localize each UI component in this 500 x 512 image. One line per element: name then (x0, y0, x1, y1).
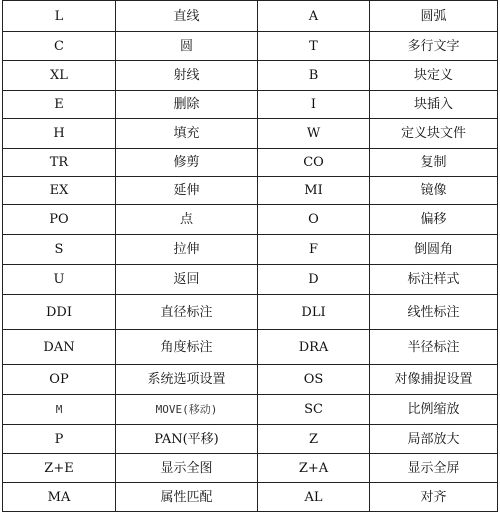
command-name-cell: 修剪 (116, 149, 258, 177)
command-name-cell: 属性匹配 (116, 483, 258, 512)
shortcut-command-cell: AL (258, 483, 370, 512)
shortcut-command-cell: D (258, 265, 370, 295)
table-row (3, 425, 498, 454)
command-name-cell: 对齐 (370, 483, 498, 512)
shortcut-command-cell: U (3, 265, 116, 295)
table-row (3, 483, 498, 512)
table-row (3, 119, 498, 149)
shortcut-command-cell: T (258, 32, 370, 61)
command-name-cell: 点 (116, 205, 258, 235)
command-name-cell: 圆 (116, 32, 258, 61)
shortcut-command-cell: S (3, 235, 116, 265)
table-row (3, 265, 498, 295)
table-body (3, 1, 498, 512)
command-name-cell: 线性标注 (370, 295, 498, 330)
shortcut-command-cell: XL (3, 61, 116, 91)
table-row (3, 91, 498, 119)
command-name-cell: 删除 (116, 91, 258, 119)
command-name-cell: 填充 (116, 119, 258, 149)
shortcut-command-cell: DRA (258, 330, 370, 365)
shortcut-command-cell: P (3, 425, 116, 454)
shortcut-command-cell: M (3, 395, 116, 425)
table-row (3, 330, 498, 365)
command-name-cell: 返回 (116, 265, 258, 295)
table-row (3, 61, 498, 91)
command-name-cell: 系统选项设置 (116, 365, 258, 395)
shortcut-command-cell: MA (3, 483, 116, 512)
shortcut-command-cell: PO (3, 205, 116, 235)
shortcut-command-cell: Z+A (258, 454, 370, 483)
shortcut-command-cell: OS (258, 365, 370, 395)
shortcut-command-cell: E (3, 91, 116, 119)
command-name-cell: 标注样式 (370, 265, 498, 295)
command-name-cell: 定义块文件 (370, 119, 498, 149)
shortcut-command-cell: TR (3, 149, 116, 177)
command-name-cell: 多行文字 (370, 32, 498, 61)
command-name-cell: 半径标注 (370, 330, 498, 365)
shortcut-command-cell: I (258, 91, 370, 119)
shortcut-command-cell: F (258, 235, 370, 265)
shortcut-command-cell: C (3, 32, 116, 61)
shortcut-command-cell: Z+E (3, 454, 116, 483)
table-row (3, 149, 498, 177)
command-name-cell: 比例缩放 (370, 395, 498, 425)
shortcut-command-cell: EX (3, 177, 116, 205)
command-name-cell: 拉伸 (116, 235, 258, 265)
command-name-cell: 局部放大 (370, 425, 498, 454)
command-name-cell: 块插入 (370, 91, 498, 119)
command-name-cell: 显示全图 (116, 454, 258, 483)
table-row (3, 365, 498, 395)
command-name-cell: 圆弧 (370, 1, 498, 32)
command-name-cell: 块定义 (370, 61, 498, 91)
table-row (3, 454, 498, 483)
command-name-cell: 射线 (116, 61, 258, 91)
command-name-cell: 对像捕捉设置 (370, 365, 498, 395)
command-name-cell: 镜像 (370, 177, 498, 205)
shortcut-command-cell: CO (258, 149, 370, 177)
table-row (3, 32, 498, 61)
table-row (3, 295, 498, 330)
shortcut-command-cell: W (258, 119, 370, 149)
command-name-cell: 角度标注 (116, 330, 258, 365)
command-name-cell: MOVE(移动) (116, 395, 258, 425)
table-row (3, 235, 498, 265)
table-row (3, 395, 498, 425)
shortcut-command-cell: DAN (3, 330, 116, 365)
shortcut-table (2, 0, 498, 512)
table-row (3, 177, 498, 205)
command-name-cell: 直径标注 (116, 295, 258, 330)
command-name-cell: 显示全屏 (370, 454, 498, 483)
shortcut-command-cell: A (258, 1, 370, 32)
shortcut-command-cell: B (258, 61, 370, 91)
shortcut-command-cell: MI (258, 177, 370, 205)
command-name-cell: 偏移 (370, 205, 498, 235)
command-name-cell: 直线 (116, 1, 258, 32)
table-row (3, 205, 498, 235)
shortcut-command-cell: DDI (3, 295, 116, 330)
command-name-cell: 复制 (370, 149, 498, 177)
shortcut-command-cell: Z (258, 425, 370, 454)
shortcut-command-cell: H (3, 119, 116, 149)
command-name-cell: 延伸 (116, 177, 258, 205)
shortcut-command-cell: L (3, 1, 116, 32)
command-name-cell: 倒圆角 (370, 235, 498, 265)
command-name-cell: PAN(平移) (116, 425, 258, 454)
shortcut-command-cell: O (258, 205, 370, 235)
table-row (3, 1, 498, 32)
shortcut-command-cell: DLI (258, 295, 370, 330)
shortcut-command-cell: OP (3, 365, 116, 395)
shortcut-command-cell: SC (258, 395, 370, 425)
